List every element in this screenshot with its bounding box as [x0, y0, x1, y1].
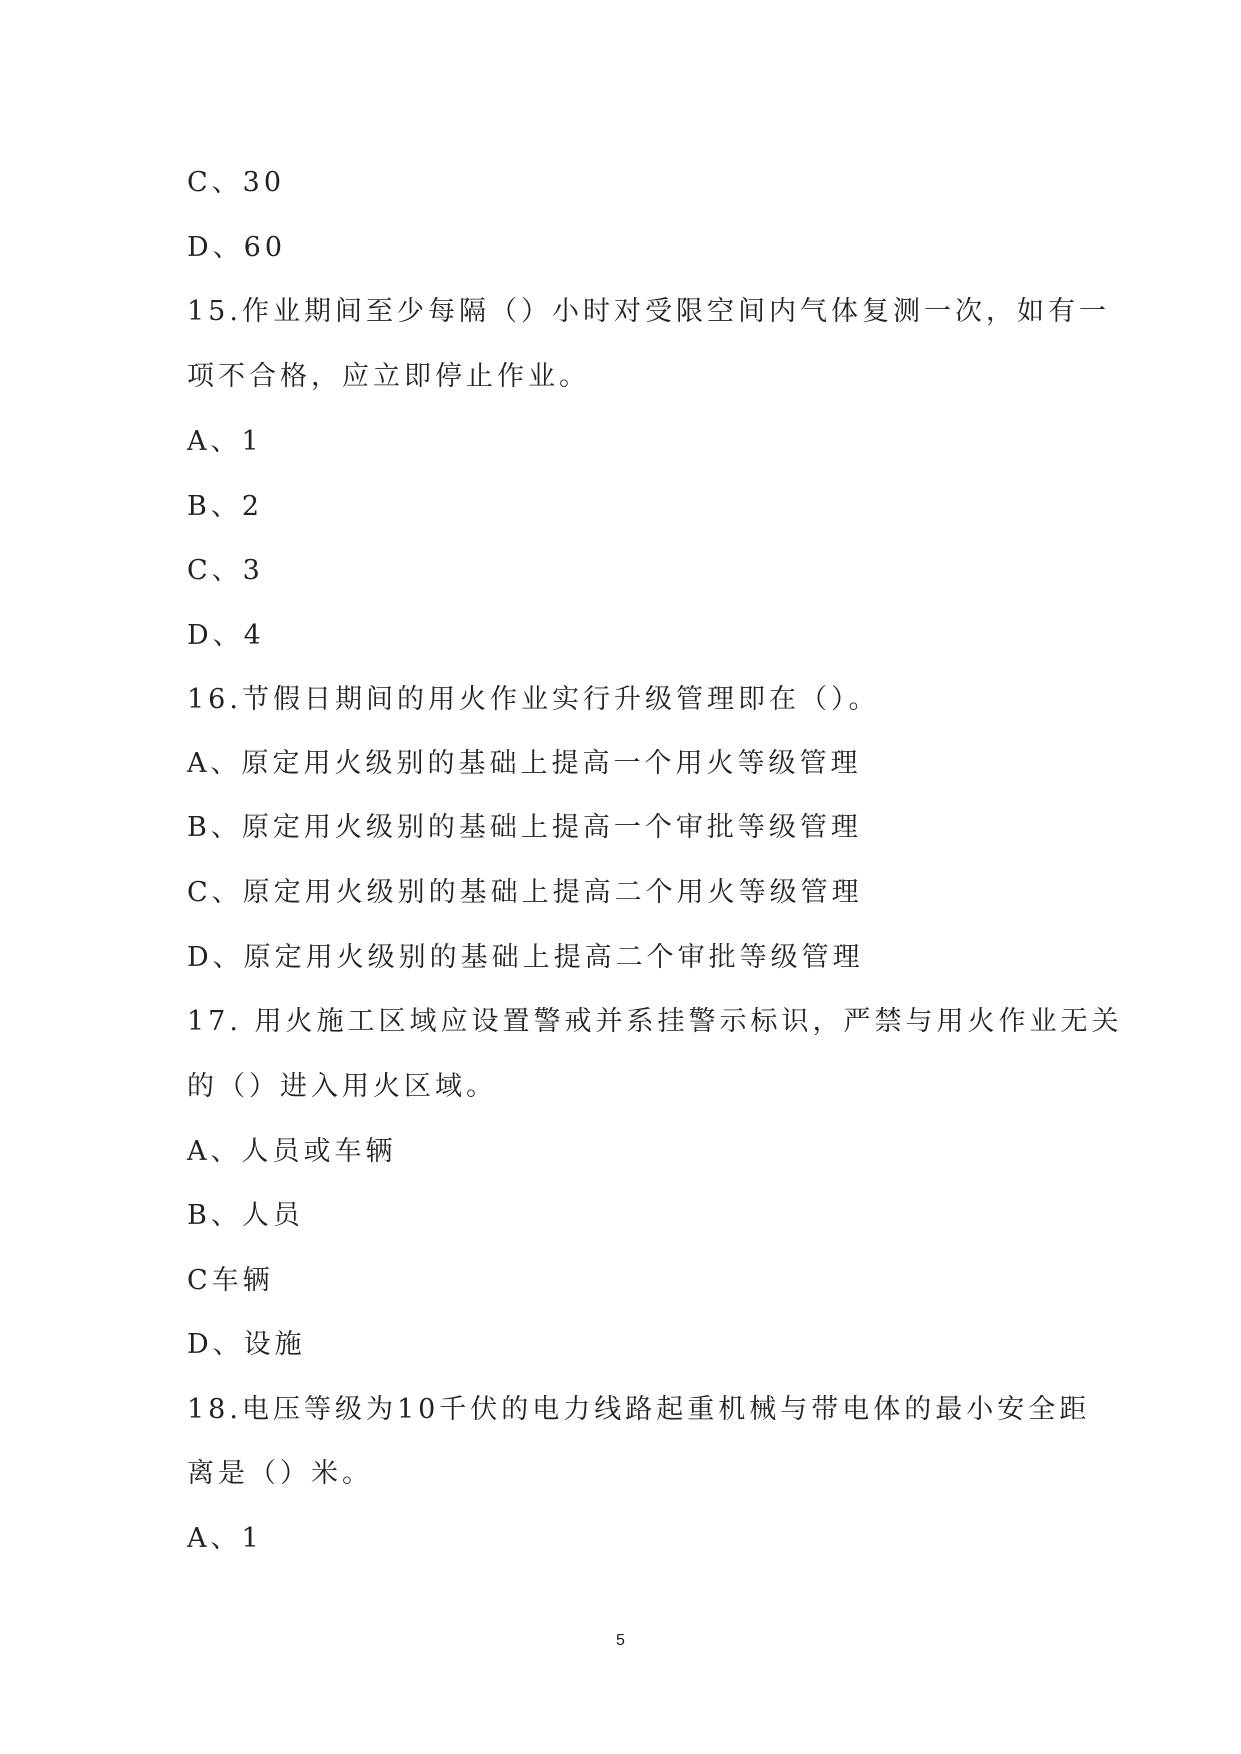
q17-option-d: D、设施 — [187, 1329, 306, 1360]
q14-option-c: C、30 — [187, 167, 286, 198]
q15-stem-line-2: 项不合格，应立即停止作业。 — [187, 361, 590, 392]
q17-stem-line-2: 的（）进入用火区域。 — [187, 1071, 497, 1102]
q17-option-b: B、人员 — [187, 1200, 304, 1231]
q15-option-a: A、1 — [187, 426, 263, 457]
q15-option-b: B、2 — [187, 491, 264, 522]
q17-option-c: C车辆 — [187, 1265, 274, 1296]
q15-option-c: C、3 — [187, 555, 264, 586]
q16-option-c: C、原定用火级别的基础上提高二个用火等级管理 — [187, 877, 863, 908]
q18-stem-line-1: 18.电压等级为10千伏的电力线路起重机械与带电体的最小安全距 — [187, 1394, 1091, 1425]
q15-option-d: D、4 — [187, 620, 265, 651]
q16-option-b: B、原定用火级别的基础上提高一个审批等级管理 — [187, 812, 862, 843]
q18-stem-line-2: 离是（）米。 — [187, 1458, 373, 1489]
q15-stem-line-1: 15.作业期间至少每隔（）小时对受限空间内气体复测一次，如有一 — [187, 296, 1110, 327]
q17-stem-line-1: 17. 用火施工区域应设置警戒并系挂警示标识，严禁与用火作业无关 — [187, 1006, 1123, 1037]
q16-option-d: D、原定用火级别的基础上提高二个审批等级管理 — [187, 942, 864, 973]
q16-stem: 16.节假日期间的用火作业实行升级管理即在（）。 — [187, 684, 880, 715]
q17-option-a: A、人员或车辆 — [187, 1136, 397, 1167]
q16-option-a: A、原定用火级别的基础上提高一个用火等级管理 — [187, 748, 862, 779]
page-number: 5 — [616, 1632, 625, 1649]
q14-option-d: D、60 — [187, 232, 287, 263]
q18-option-a: A、1 — [187, 1523, 263, 1554]
